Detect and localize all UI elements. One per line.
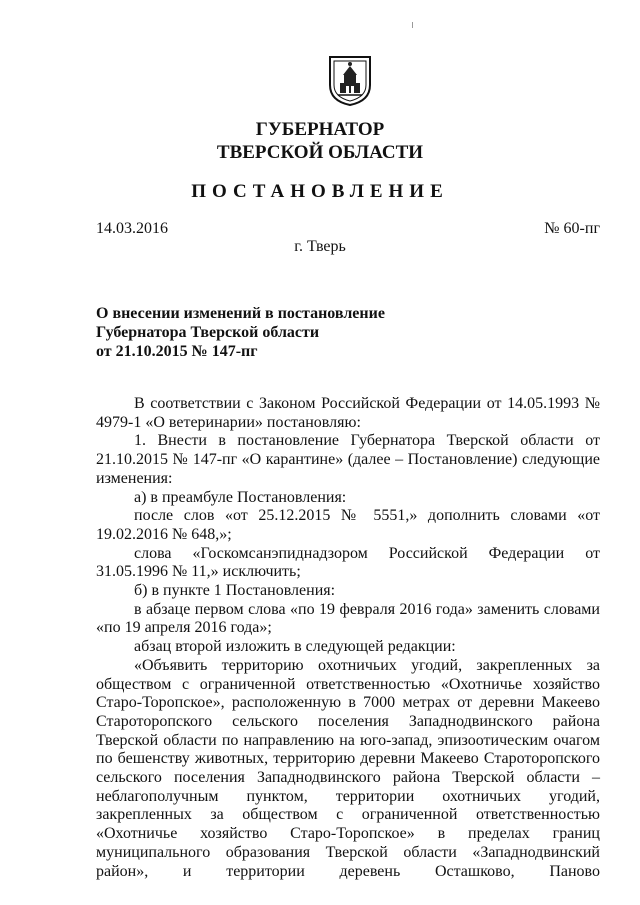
coat-of-arms-icon: [328, 55, 372, 107]
title-line: Губернатора Тверской области: [96, 324, 320, 341]
title-line: от 21.10.2015 № 147-пг: [96, 343, 258, 360]
document-date: 14.03.2016: [96, 220, 168, 237]
paragraph: а) в преамбуле Постановления:: [134, 488, 347, 506]
document-body: [96, 395, 600, 881]
paragraph: В соответствии с Законом Российской Федерации от 14.05.1993 № 4979-1 «О ветеринарии» постановляю:: [96, 395, 600, 431]
document-type: ПОСТАНОВЛЕНИЕ: [191, 181, 449, 202]
document-number: № 60-пг: [544, 220, 600, 237]
issuer-line-2: ТВЕРСКОЙ ОБЛАСТИ: [216, 142, 424, 163]
title-line: О внесении изменений в постановление: [96, 305, 385, 322]
paragraph: в абзаце первом слова «по 19 февраля 2016 года» заменить словами «по 19 апреля 2016 года»;: [96, 600, 600, 637]
paragraph: 1. Внести в постановление Губернатора Тверской области от 21.10.2015 № 147-пг «О карантине» (далее – Постановление) следующие изменения:: [96, 432, 600, 487]
issuer-line-1: ГУБЕРНАТОР: [255, 119, 385, 140]
paragraph: слова «Госкомсанэпиднадзором Российской Федерации от 31.05.1996 № 11,» исключить;: [96, 544, 600, 581]
paragraph: абзац второй изложить в следующей редакции:: [134, 638, 456, 656]
paragraph: «Объявить территорию охотничьих угодий, закрепленных за обществом с ограниченной ответственностью «Охотничье хозяйство Старо-Торопское», расположенную в 7000 метрах от деревни Макеево Староторопского сельского поселения Западнодвинского района Тверской области по направлению на юго-запад, эпизоотическим очагом по бешенству животных, территорию деревни Макеево Староторопского сельского поселения Западнодвинского района Тверской области – неблагополучным пунктом, территории охотничьих угодий, закрепленных за обществом с ограниченной ответственностью «Охотничье хозяйство Старо-Торопское» в пределах границ муниципального образования Тверской области «Западнодвинский район», и территории деревень Осташково, Паново: [96, 656, 600, 880]
paragraph: после слов «от 25.12.2015 № 5551,» дополнить словами «от 19.02.2016 № 648,»;: [96, 507, 600, 543]
paragraph: б) в пункте 1 Постановления:: [134, 582, 336, 600]
document-title: [96, 304, 456, 361]
document-city: г. Тверь: [294, 238, 346, 255]
scan-mark: [412, 22, 413, 28]
